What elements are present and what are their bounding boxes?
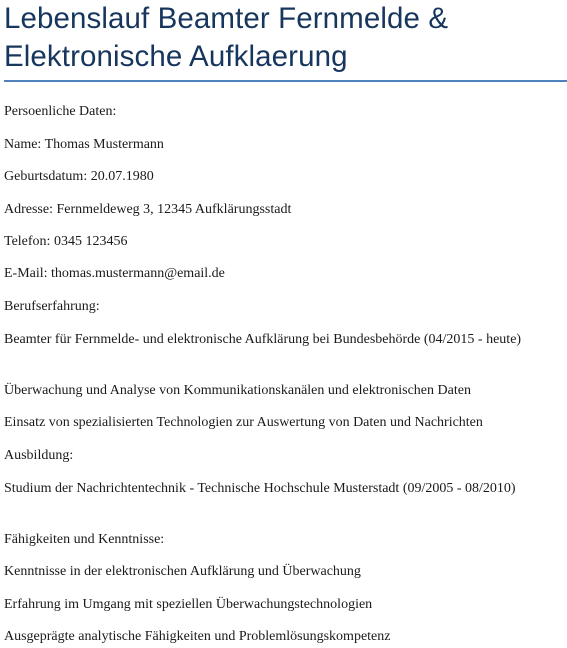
skill-item: Erfahrung im Umgang mit speziellen Überwachungstechnologien <box>4 597 373 612</box>
title-divider <box>4 80 567 82</box>
section-heading-education: Ausbildung: <box>4 448 74 463</box>
experience-item: Überwachung und Analyse von Kommunikationskanälen und elektronischen Daten <box>4 383 471 398</box>
section-heading-skills: Fähigkeiten und Kenntnisse: <box>4 532 165 547</box>
personal-phone: Telefon: 0345 123456 <box>4 234 128 249</box>
section-heading-personal: Persoenliche Daten: <box>4 104 117 119</box>
personal-birthdate: Geburtsdatum: 20.07.1980 <box>4 169 154 184</box>
skill-item: Ausgeprägte analytische Fähigkeiten und Problemlösungskompetenz <box>4 629 391 644</box>
personal-address: Adresse: Fernmeldeweg 3, 12345 Aufklärungsstadt <box>4 202 292 217</box>
personal-name: Name: Thomas Mustermann <box>4 137 164 152</box>
document-title: Lebenslauf Beamter Fernmelde & Elektronische Aufklaerung <box>4 2 449 73</box>
section-heading-experience: Berufserfahrung: <box>4 299 100 314</box>
skill-item: Kenntnisse in der elektronischen Aufklärung und Überwachung <box>4 564 361 579</box>
experience-item: Beamter für Fernmelde- und elektronische Aufklärung bei Bundesbehörde (04/2015 - heute) <box>4 332 522 347</box>
experience-item: Einsatz von spezialisierten Technologien zur Auswertung von Daten und Nachrichten <box>4 415 483 430</box>
personal-email: E-Mail: thomas.mustermann@email.de <box>4 266 225 281</box>
education-item: Studium der Nachrichtentechnik - Technische Hochschule Musterstadt (09/2005 - 08/2010) <box>4 481 516 496</box>
